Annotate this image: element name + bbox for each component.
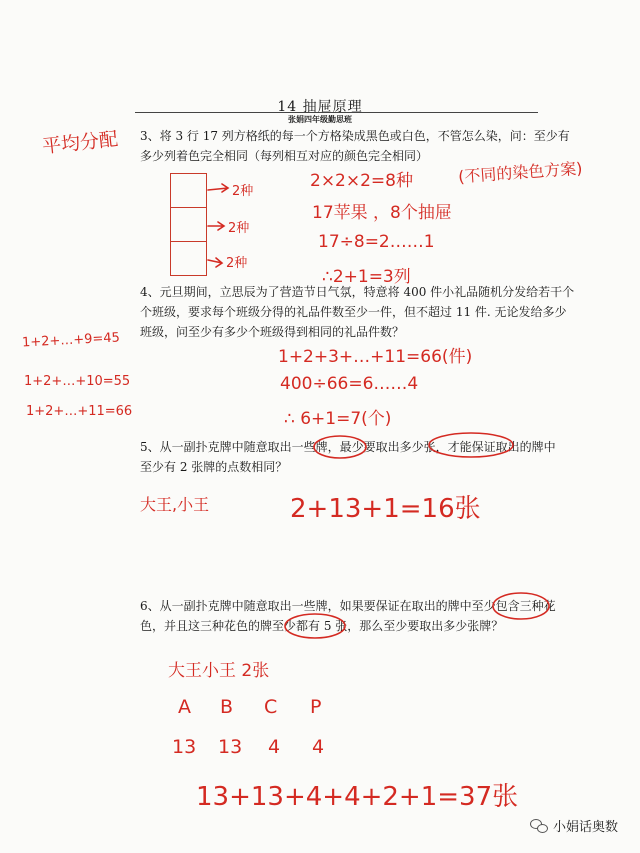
q6-suit-p: P: [310, 696, 322, 718]
q5-answer: 2+13+1=16张: [290, 494, 481, 524]
q4-side-sum-1: 1+2+…+9=45: [21, 330, 121, 351]
grid-cell: [170, 241, 207, 276]
arrow-icon: [208, 222, 224, 230]
arrow-icon: [208, 258, 222, 267]
grid-cell: [170, 173, 207, 207]
question-6: [140, 596, 556, 636]
wechat-icon: [530, 819, 548, 833]
q4-side-sum-2: 1+2+…+10=55: [24, 374, 131, 389]
q6-suit-c: C: [264, 696, 278, 718]
watermark-text: 小娟话奥数: [552, 820, 618, 835]
question-4-line1: 4、元旦期间，立思辰为了营造节日气氛，特意将 400 件小礼品随机分发给若干个: [140, 285, 575, 299]
q3-answer: ∴2+1=3列: [322, 267, 411, 287]
q6-count-c: 4: [268, 736, 281, 758]
grid-label-2: 2种: [228, 221, 250, 236]
q6-suit-a: A: [178, 696, 191, 718]
q6-count-b: 13: [218, 736, 243, 758]
page-title: 14 抽屉原理: [277, 99, 363, 115]
question-6-line1: 6、从一副扑克牌中随意取出一些牌，如果要保证在取出的牌中至少包含三种花: [140, 599, 556, 613]
question-5-line1: 5、从一副扑克牌中随意取出一些牌，最少要取出多少张，才能保证取出的牌中: [140, 440, 556, 454]
q3-apples: 17苹果 ，8个抽屉: [312, 203, 452, 223]
title-rule: [135, 112, 538, 113]
question-4: [140, 282, 574, 342]
q6-suits: [178, 696, 338, 718]
question-5-line2: 至少有 2 张牌的点数相同？: [140, 460, 288, 474]
question-5: [140, 437, 556, 477]
q3-note: (不同的染色方案): [457, 158, 584, 187]
q3-division: 17÷8=2……1: [318, 232, 435, 252]
q4-sum: 1+2+3+…+11=66(件): [278, 347, 473, 367]
grid-cell: [170, 207, 207, 241]
q6-jokers: 大王小王 2张: [168, 661, 270, 681]
q6-answer: 13+13+4+4+2+1=37张: [196, 782, 519, 812]
three-row-grid: [170, 173, 207, 276]
q6-suit-b: B: [220, 696, 234, 718]
question-3-line2: 多少列着色完全相同（每列相互对应的颜色完全相同）: [140, 149, 429, 163]
q5-jokers: 大王,小王: [140, 495, 210, 514]
page-subtitle: 张娟四年级勤思班: [288, 114, 352, 124]
margin-note-average: 平均分配: [41, 128, 120, 158]
question-6-line2: 色，并且这三种花色的牌至少都有 5 张，那么至少要取出多少张牌？: [140, 619, 504, 633]
q4-side-sum-3: 1+2+…+11=66: [26, 404, 133, 419]
q6-count-a: 13: [172, 736, 197, 758]
q4-division: 400÷66=6……4: [280, 374, 419, 394]
q3-calc: 2×2×2=8种: [310, 171, 413, 191]
q4-answer: ∴ 6+1=7(个): [284, 409, 392, 429]
grid-label-3: 2种: [226, 256, 248, 271]
watermark: [530, 816, 618, 835]
question-4-line2: 个班级，要求每个班级分得的礼品件数至少一件，但不超过 11 件. 无论发给多少: [140, 305, 567, 319]
q6-count-p: 4: [312, 736, 325, 758]
question-4-line3: 班级，问至少有多少个班级得到相同的礼品件数？: [140, 325, 405, 339]
question-3-line1: 3、将 3 行 17 列方格纸的每一个方格染成黑色或白色，不管怎么染，问：至少有: [140, 129, 570, 143]
grid-label-1: 2种: [232, 184, 254, 199]
arrow-icon: [208, 184, 228, 192]
q6-counts: [172, 736, 342, 758]
